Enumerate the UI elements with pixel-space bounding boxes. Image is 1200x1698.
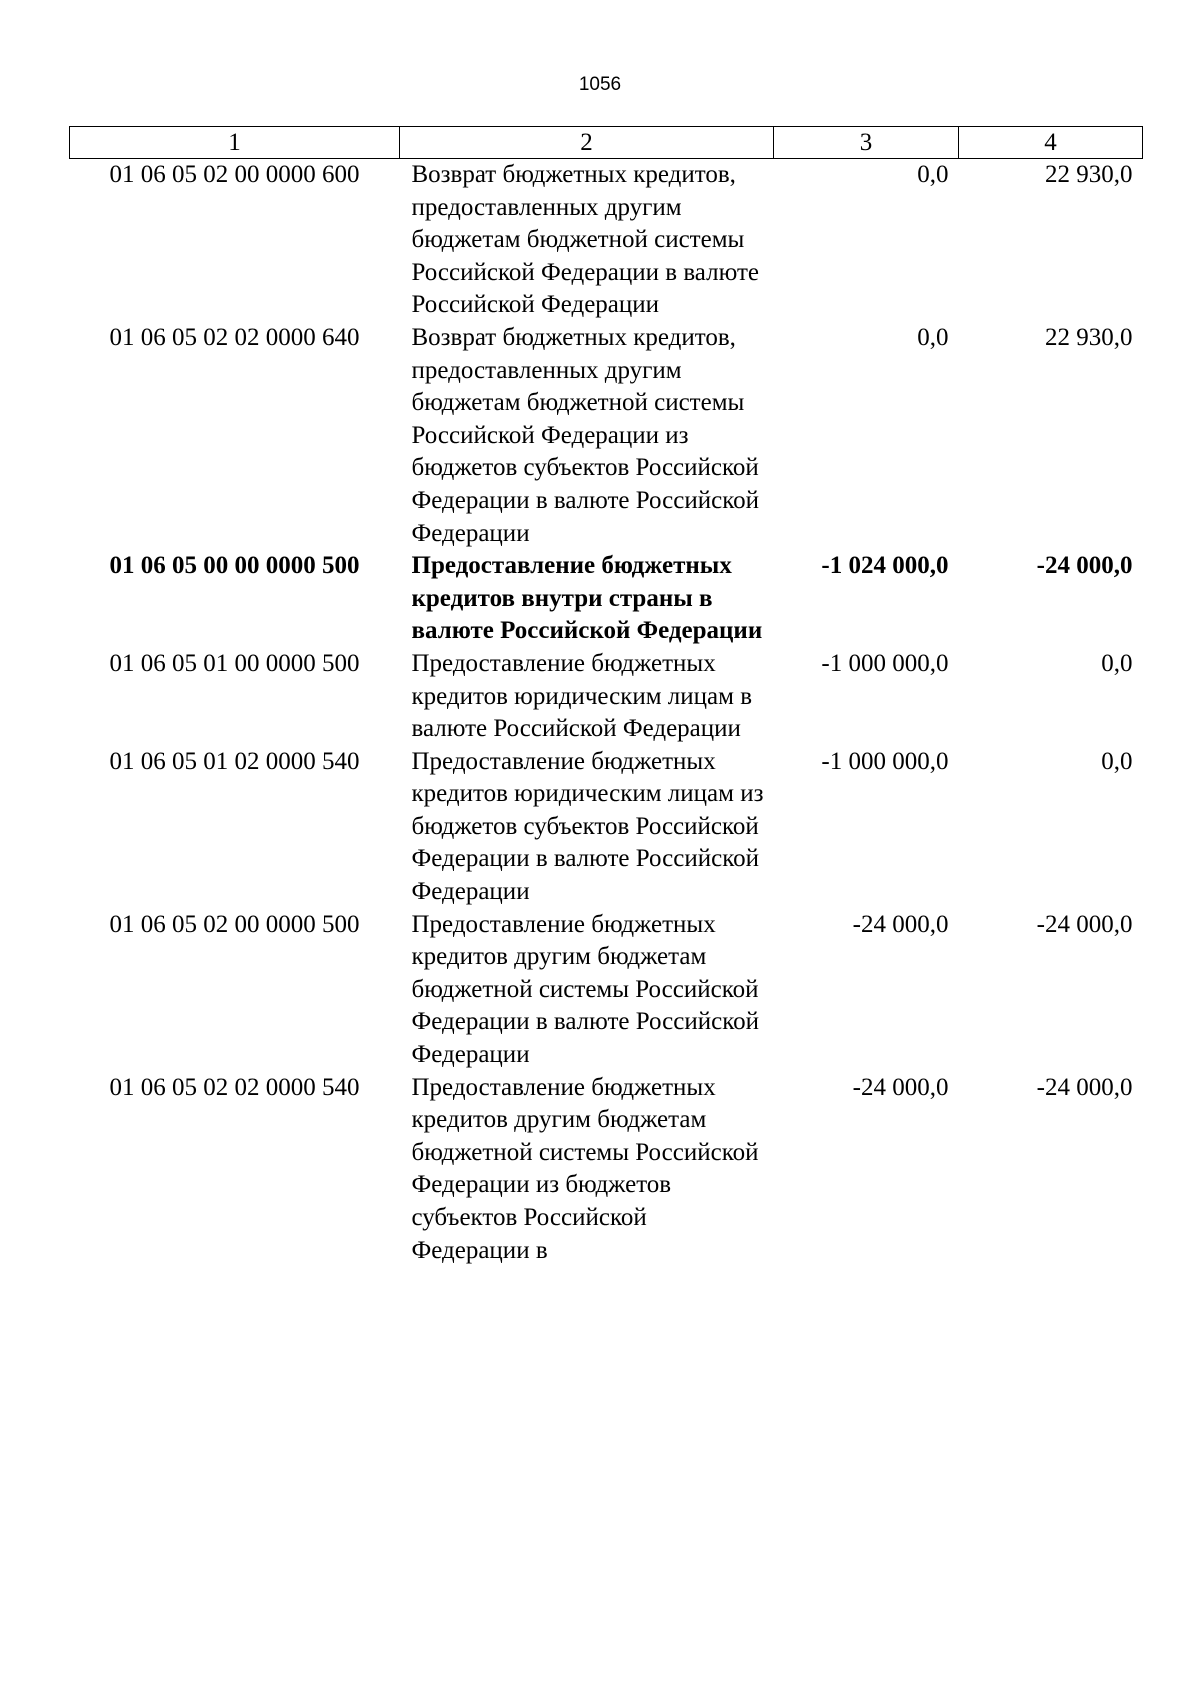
budget-code: 01 06 05 02 00 0000 500	[109, 910, 360, 938]
amount-col3: 0,0	[917, 323, 949, 351]
item-name: Возврат бюджетных кредитов, предоставленных другим бюджетам бюджетной системы Российской Федерации из бюджетов субъектов Российской Федерации в валюте Российской Федерации	[411, 323, 759, 547]
budget-code: 01 06 05 02 02 0000 640	[109, 323, 360, 351]
amount-col4: -24 000,0	[1036, 1073, 1133, 1101]
item-name: Предоставление бюджетных кредитов внутри страны в валюте Российской Федерации	[411, 552, 763, 645]
item-name: Предоставление бюджетных кредитов другим бюджетам бюджетной системы Российской Федерации в валюте Российской Федерации	[411, 910, 759, 1069]
amount-col3: 0,0	[917, 161, 949, 188]
table-row	[70, 648, 1143, 746]
budget-code: 01 06 05 02 00 0000 600	[109, 161, 360, 188]
amount-col3: -24 000,0	[852, 1073, 949, 1101]
column-header-1: 1	[70, 127, 400, 159]
budget-code: 01 06 05 02 02 0000 540	[109, 1073, 360, 1101]
amount-col4: -24 000,0	[1036, 910, 1133, 938]
budget-code: 01 06 05 01 02 0000 540	[109, 747, 360, 775]
budget-code: 01 06 05 00 00 0000 500	[109, 552, 360, 580]
column-header-3: 3	[774, 127, 959, 159]
table-row	[70, 159, 1143, 322]
table-header-row	[70, 127, 1143, 159]
item-name: Возврат бюджетных кредитов, предоставленных другим бюджетам бюджетной системы Российской Федерации в валюте Российской Федерации	[411, 161, 759, 319]
table-row	[70, 322, 1143, 550]
amount-col3: -24 000,0	[852, 910, 949, 938]
column-header-4: 4	[959, 127, 1143, 159]
amount-col3: -1 024 000,0	[821, 552, 949, 580]
amount-col4: -24 000,0	[1036, 552, 1133, 580]
table-row	[70, 746, 1143, 909]
item-name: Предоставление бюджетных кредитов юридическим лицам из бюджетов субъектов Российской Федерации в валюте Российской Федерации	[411, 747, 764, 906]
amount-col3: -1 000 000,0	[821, 747, 949, 775]
page-number: 1056	[578, 74, 622, 95]
item-name: Предоставление бюджетных кредитов юридическим лицам в валюте Российской Федерации	[411, 649, 753, 743]
table-row	[70, 909, 1143, 1072]
budget-sources-table	[69, 126, 1143, 1267]
table-row-subtotal	[70, 550, 1143, 648]
amount-col4: 22 930,0	[1045, 323, 1133, 351]
table-row	[70, 1072, 1143, 1268]
budget-code: 01 06 05 01 00 0000 500	[109, 649, 360, 677]
item-name: Предоставление бюджетных кредитов другим бюджетам бюджетной системы Российской Федерации из бюджетов субъектов Российской Федерации в	[411, 1073, 759, 1264]
column-header-2: 2	[400, 127, 774, 159]
amount-col3: -1 000 000,0	[821, 649, 949, 677]
amount-col4: 22 930,0	[1045, 161, 1133, 188]
amount-col4: 0,0	[1101, 649, 1133, 677]
amount-col4: 0,0	[1101, 747, 1133, 775]
